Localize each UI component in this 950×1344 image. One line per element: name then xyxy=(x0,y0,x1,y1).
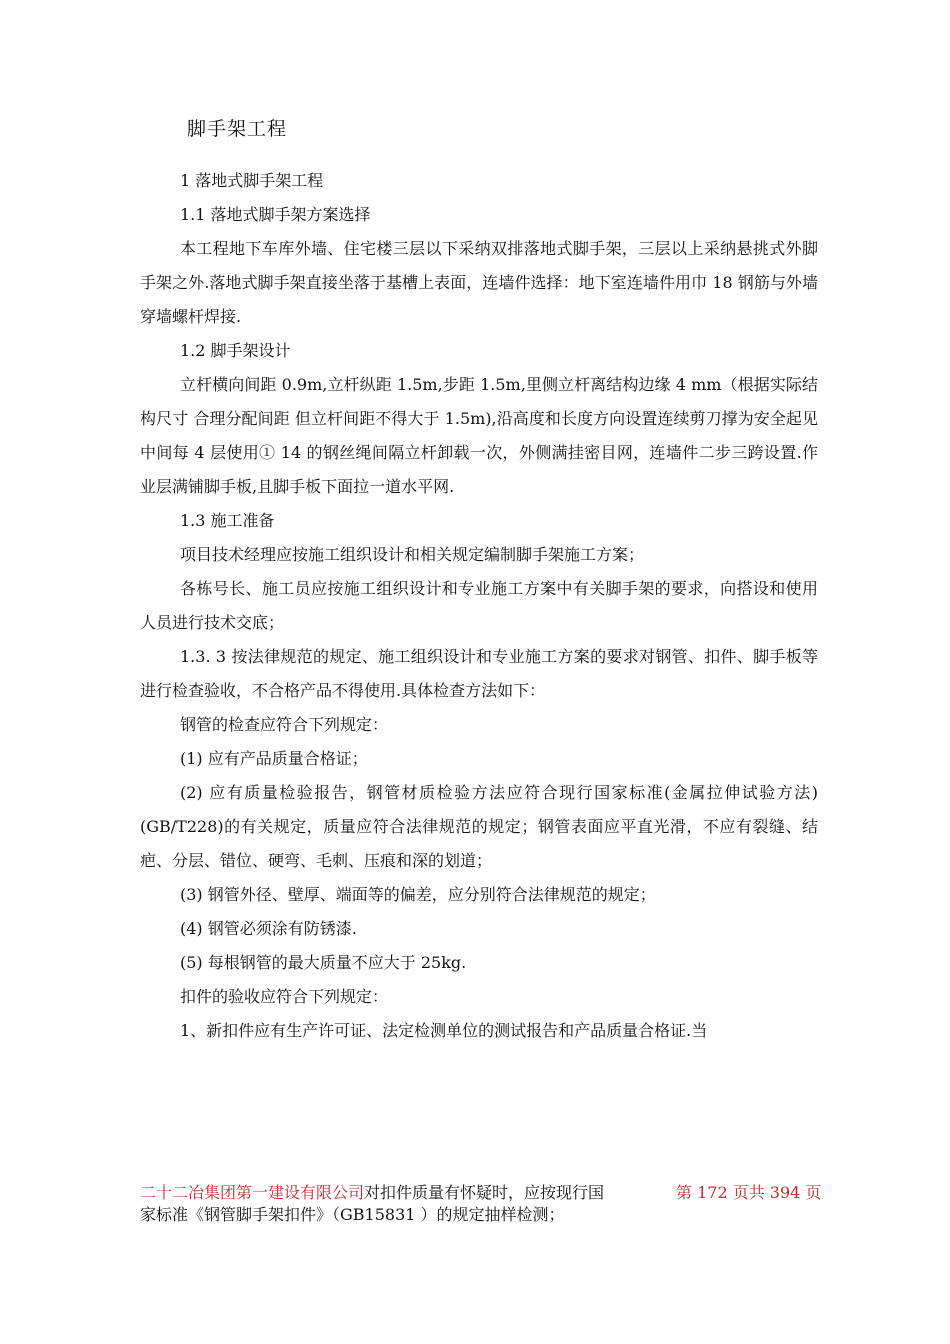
body-text xyxy=(140,164,818,1048)
list-item: (3) 钢管外径、壁厚、端面等的偏差，应分别符合法律规范的规定； xyxy=(180,885,656,904)
page-title: 脚手架工程 xyxy=(187,118,288,140)
list-item: (2) 应有质量检验报告，钢管材质检验方法应符合现行国家标准(金属拉伸试验方法)(GB/T228)的有关规定，质量应符合法律规范的规定；钢管表面应平直光滑，不应有裂缝、结疤、分层、错位、硬弯、毛刺、压痕和深的划道； xyxy=(140,783,818,870)
company-name: 二十二冶集团第一建设有限公司 xyxy=(140,1183,365,1202)
paragraph: 钢管的检查应符合下列规定： xyxy=(180,715,389,734)
page-number: 第 172 页共 394 页 xyxy=(676,1183,822,1202)
footer-continuation: 对扣件质量有怀疑时，应按现行国家标准《钢管脚手架扣件》（GB15831 ）的规定抽样检测； xyxy=(140,1183,605,1224)
subsection-heading: 1.1 落地式脚手架方案选择 xyxy=(180,205,371,224)
list-item: (5) 每根钢管的最大质量不应大于 25kg. xyxy=(180,953,467,972)
subsection-heading: 1.3 施工准备 xyxy=(180,511,275,530)
paragraph: 各栋号长、施工员应按施工组织设计和专业施工方案中有关脚手架的要求，向搭设和使用人员进行技术交底； xyxy=(140,579,818,632)
section-heading: 1 落地式脚手架工程 xyxy=(180,171,324,190)
paragraph: 1、新扣件应有生产许可证、法定检测单位的测试报告和产品质量合格证.当 xyxy=(180,1021,708,1040)
list-item: (1) 应有产品质量合格证； xyxy=(180,749,368,768)
subsection-heading: 1.2 脚手架设计 xyxy=(180,341,291,360)
paragraph: 项目技术经理应按施工组织设计和相关规定编制脚手架施工方案； xyxy=(180,545,645,564)
footer-text xyxy=(140,1182,620,1226)
paragraph: 1.3. 3 按法律规范的规定、施工组织设计和专业施工方案的要求对钢管、扣件、脚手板等进行检查验收，不合格产品不得使用.具体检查方法如下： xyxy=(140,647,818,700)
list-item: (4) 钢管必须涂有防锈漆. xyxy=(180,919,357,938)
paragraph: 本工程地下车库外墙、住宅楼三层以下采纳双排落地式脚手架，三层以上采纳悬挑式外脚手架之外.落地式脚手架直接坐落于基槽上表面，连墙件选择：地下室连墙件用巾 18 钢筋与外墙穿墙螺杆焊接. xyxy=(140,239,818,326)
paragraph: 扣件的验收应符合下列规定： xyxy=(180,987,389,1006)
paragraph: 立杆横向间距 0.9m,立杆纵距 1.5m,步距 1.5m,里侧立杆离结构边缘 4 mm（根据实际结构尺寸 合理分配间距 但立杆间距不得大于 1.5m),沿高度和长度方向设置连续剪刀撑为安全起见 中间每 4 层使用① 14 的钢丝绳间隔立杆卸载一次，外侧满挂密目网，连墙件二步三跨设置.作业层满铺脚手板,且脚手板下面拉一道水平网. xyxy=(140,375,818,496)
page-footer xyxy=(140,1182,822,1226)
